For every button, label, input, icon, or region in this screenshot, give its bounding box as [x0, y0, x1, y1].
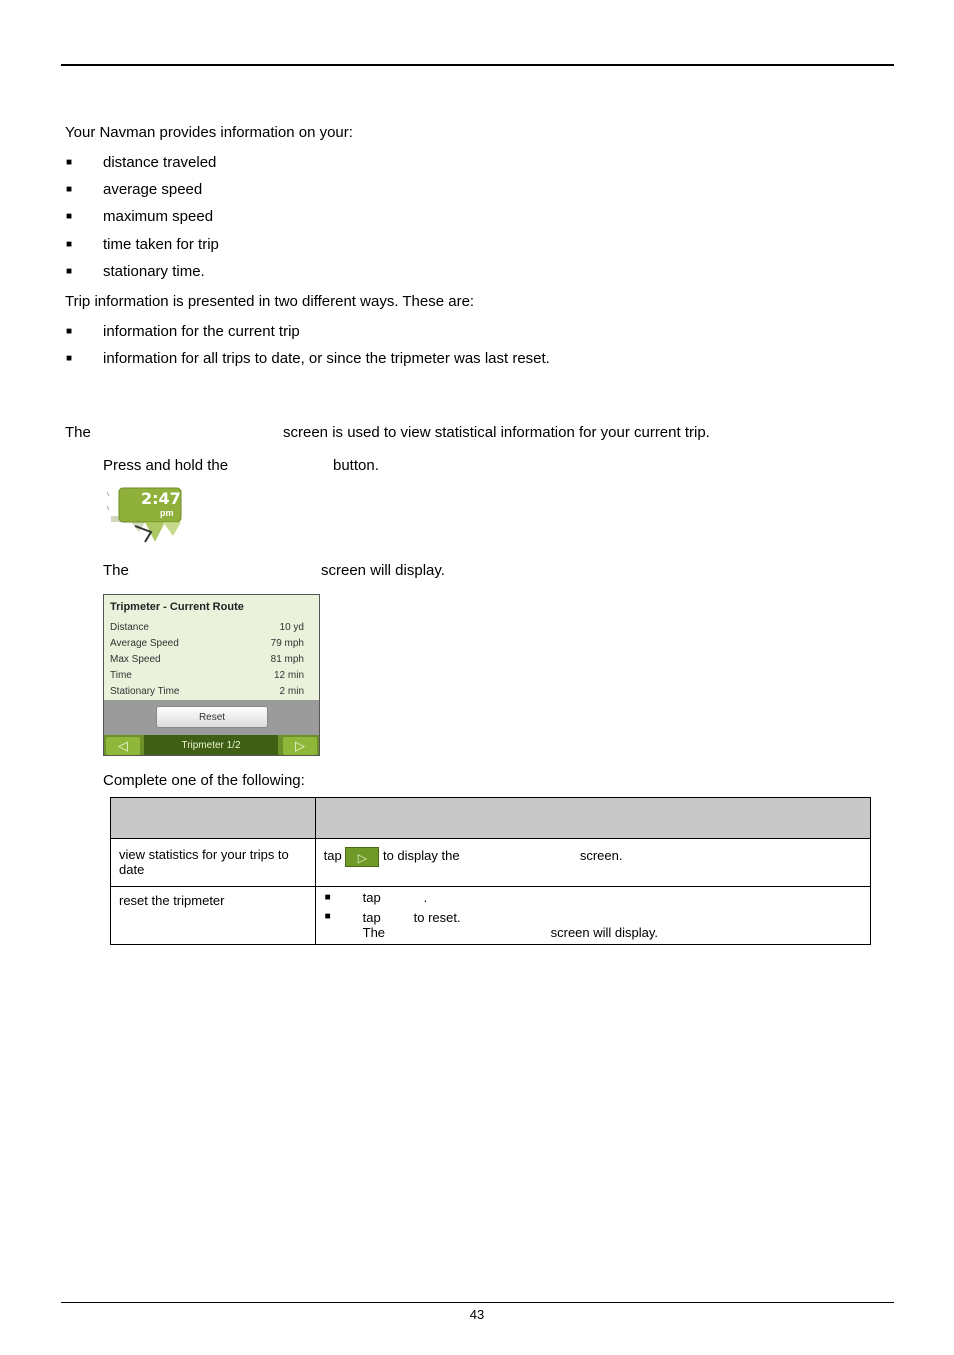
row2-b1-end: .: [423, 890, 428, 905]
bullet-icon: ■: [66, 211, 73, 222]
row1-tap: tap: [323, 848, 342, 863]
tripmeter-screenshot: [103, 594, 320, 756]
intro-text: Your Navman provides information on your:: [65, 124, 353, 141]
step3-text: Complete one of the following:: [103, 772, 305, 789]
row-label: Distance: [110, 622, 149, 633]
table-row: [111, 887, 871, 945]
page-number: 43: [469, 1307, 485, 1322]
bullet-icon: ■: [324, 892, 331, 903]
list-item: time taken for trip: [103, 236, 219, 253]
next-arrow-icon[interactable]: ▷: [345, 847, 379, 867]
tripmeter-footer-label: Tripmeter 1/2: [144, 735, 278, 756]
bullet-icon: ■: [66, 184, 73, 195]
list-item: distance traveled: [103, 154, 217, 171]
next-arrow-icon[interactable]: ▷: [283, 737, 317, 755]
table-cell: [111, 839, 316, 887]
bullet-icon: ■: [66, 157, 73, 168]
list-item: maximum speed: [103, 208, 214, 225]
bullet-icon: ■: [66, 353, 73, 364]
screen-sentence-end: screen is used to view statistical information for your current trip.: [283, 424, 710, 441]
bullet-icon: ■: [66, 326, 73, 337]
row-value: 2 min: [279, 686, 304, 697]
header-cell: [315, 798, 870, 839]
row-value: 12 min: [273, 670, 304, 681]
footer-rule: [61, 1302, 894, 1303]
clock-suffix: pm: [160, 508, 174, 518]
tripmeter-nav-bar: [104, 735, 320, 756]
screen-sentence-start: The: [65, 424, 91, 441]
header-rule: [61, 64, 894, 66]
row2-b2-end: to reset.: [413, 910, 461, 925]
clock-button-icon[interactable]: [105, 486, 185, 548]
row1-end: screen.: [579, 848, 623, 863]
reset-button[interactable]: Reset: [156, 706, 268, 728]
bullet-icon: ■: [66, 266, 73, 277]
row2-b2-line2-end: screen will display.: [550, 925, 659, 940]
row-label: Stationary Time: [110, 686, 180, 697]
row1-action: [316, 839, 870, 867]
header-cell: [111, 798, 316, 839]
row2-b1-tap: tap: [362, 890, 381, 905]
row-value: 79 mph: [270, 638, 304, 649]
tripmeter-title: Tripmeter - Current Route: [110, 601, 244, 613]
row1-goal: view statistics for your trips to date: [119, 847, 289, 877]
step1-start: Press and hold the: [103, 457, 229, 474]
row-value: 10 yd: [279, 622, 304, 633]
table-cell: [315, 839, 870, 887]
row-label: Max Speed: [110, 654, 161, 665]
row-label: Average Speed: [110, 638, 179, 649]
table-cell: [315, 887, 870, 945]
table-row: [111, 839, 871, 887]
list-item: information for the current trip: [103, 323, 300, 340]
step1-end: button.: [333, 457, 379, 474]
ways-intro-text: Trip information is presented in two different ways. These are:: [65, 293, 475, 310]
list-item: information for all trips to date, or since the tripmeter was last reset.: [103, 350, 550, 367]
instructions-table: [110, 797, 871, 945]
table-cell: [111, 887, 316, 945]
row-label: Time: [110, 670, 132, 681]
row-value: 81 mph: [270, 654, 304, 665]
list-item: average speed: [103, 181, 203, 198]
row2-b2-tap: tap: [362, 910, 381, 925]
list-item: stationary time.: [103, 263, 205, 280]
step2-start: The: [103, 562, 129, 579]
row2-b2-line2-start: The: [362, 925, 386, 940]
bullet-icon: ■: [324, 911, 331, 922]
row2-goal: reset the tripmeter: [119, 893, 225, 908]
bullet-icon: ■: [66, 239, 73, 250]
prev-arrow-icon[interactable]: ◁: [106, 737, 140, 755]
row1-after: to display the: [382, 848, 460, 863]
clock-time: 2:47: [141, 489, 181, 508]
row2-action: [316, 887, 870, 944]
table-header-row: [111, 798, 871, 839]
step2-end: screen will display.: [321, 562, 445, 579]
